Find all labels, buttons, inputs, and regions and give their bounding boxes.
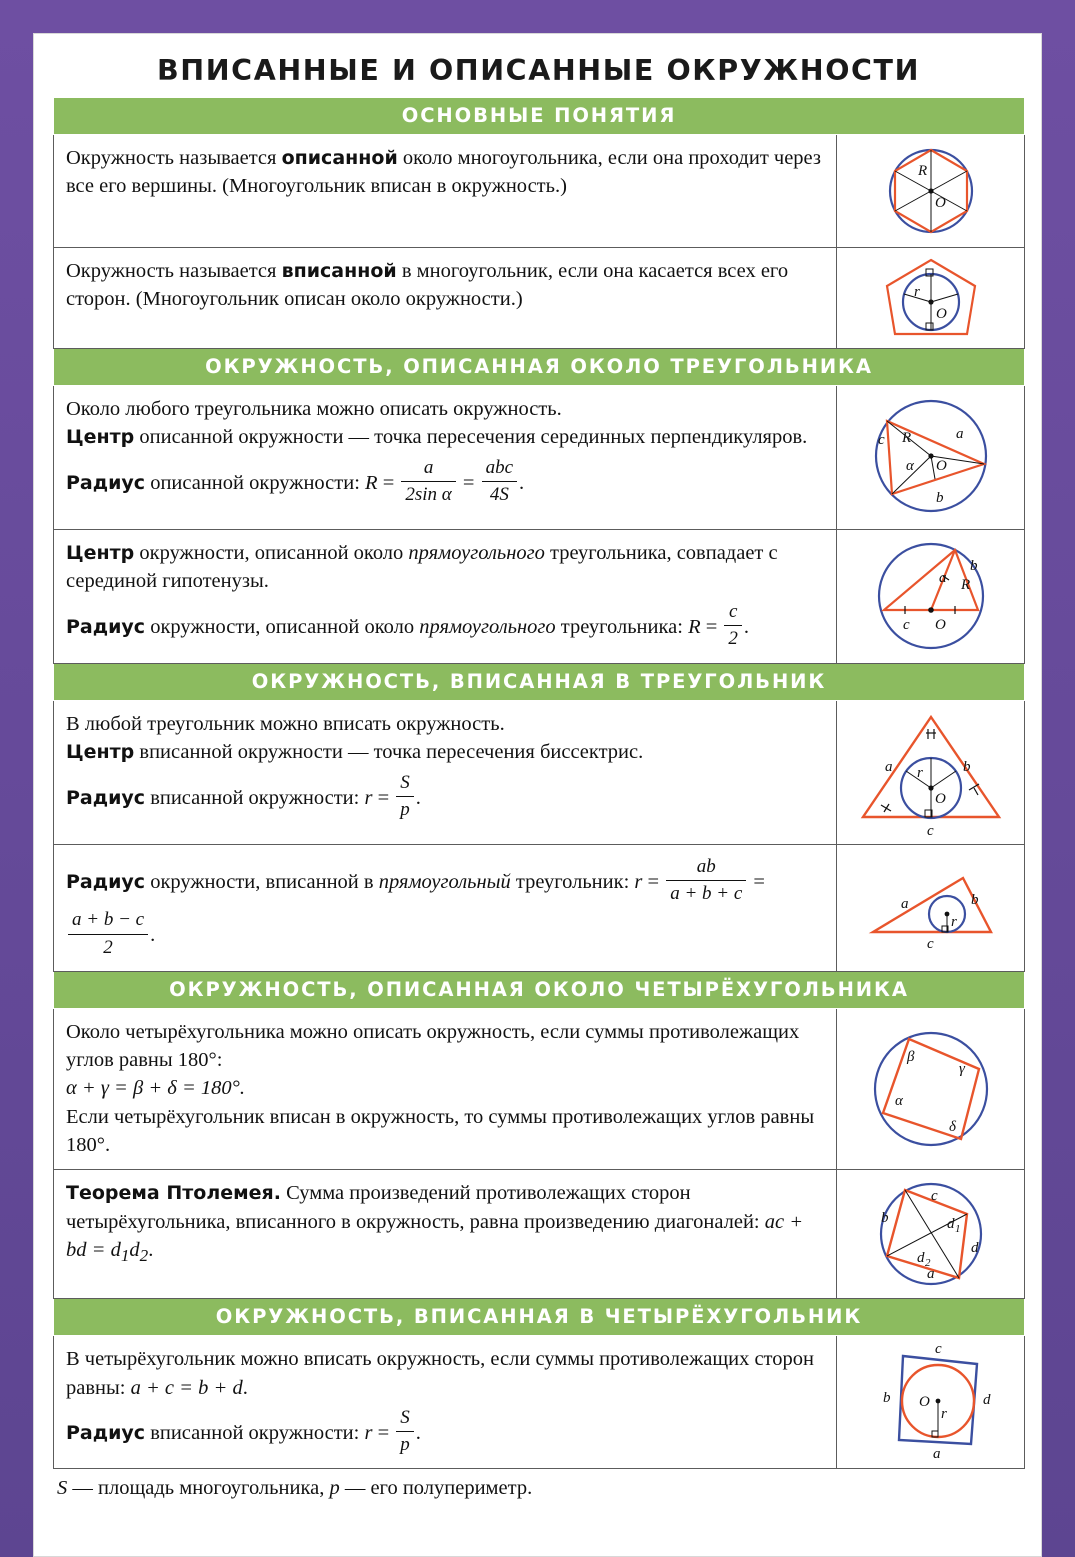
row8-line1: [66, 1179, 824, 1267]
row5-fraction: [396, 770, 414, 823]
row3-frac2-num: abc: [485, 456, 514, 478]
figure-circumcircle-triangle-svg: [843, 390, 1019, 525]
row5-eq-equals: =: [377, 786, 390, 809]
table-row: [54, 1008, 1025, 1169]
row6-eq-equals-1: =: [647, 870, 660, 893]
row5-line3-text: вписанной окружности:: [145, 786, 365, 809]
row4-frac-den: 2: [724, 625, 742, 652]
row6-eq-period: .: [150, 924, 156, 947]
row4-eq-R: R: [688, 615, 701, 638]
row5-eq-r: r: [364, 786, 373, 809]
row3-keyword-radius: Радиус: [66, 471, 146, 494]
row1-text-part2: около многоугольника, если она проходит через все его вершины. (Многоугольник вписан в окружность.): [66, 147, 822, 198]
row8-eq-sub2: 2: [139, 1245, 149, 1265]
row3-fraction-2: [482, 455, 517, 508]
row3-line2: [66, 423, 824, 451]
figure-circumscribed-polygon-svg: [846, 139, 1016, 243]
section-header-circumcircle-triangle: [54, 349, 1025, 386]
section-header-label: ОКРУЖНОСТЬ, ОПИСАННАЯ ОКОЛО ТРЕУГОЛЬНИКА: [54, 349, 1025, 386]
figure-cyclic-quadrilateral: [837, 1008, 1025, 1169]
figure2-label-r: r: [913, 284, 920, 300]
row6-italic-1: прямоугольный: [378, 870, 511, 893]
row3-line1: Около любого треугольника можно описать окружность.: [66, 398, 562, 420]
section-header-circumcircle-quadrilateral: [54, 971, 1025, 1008]
row6-line1: [66, 854, 824, 961]
figure-incircle-quadrilateral: [837, 1336, 1025, 1469]
figure-incircle-triangle-svg: [843, 705, 1019, 840]
figure3-label-a: a: [955, 426, 963, 442]
row4-text: [54, 530, 837, 664]
row8-eq-sub1: 1: [120, 1245, 130, 1265]
table-row: [54, 530, 1025, 664]
row3-frac1-num: a: [423, 456, 434, 478]
footer-note: [53, 1477, 1024, 1500]
figure-incircle-triangle: [837, 701, 1025, 845]
row9-eq1: a + c = b + d: [130, 1376, 243, 1399]
figure7-label-gamma: γ: [958, 1061, 965, 1078]
table-row: [54, 248, 1025, 349]
row6-frac1-den: a + b + c: [666, 880, 746, 907]
row8-line1-text: Сумма произведений противолежащих сторон четырёхугольника, вписанного в окружность, равна произведению диагоналей:: [66, 1182, 765, 1233]
row4-line2-text: треугольника, совпадает с серединой гипотенузы.: [66, 542, 778, 593]
figure4-label-a: a: [938, 570, 946, 586]
section-header-label: ОКРУЖНОСТЬ, ВПИСАННАЯ В ЧЕТЫРЁХУГОЛЬНИК: [54, 1299, 1025, 1336]
figure9-label-O: O: [918, 1394, 930, 1411]
row3-keyword-center: Центр: [66, 426, 135, 449]
row9-line2-text: вписанной окружности:: [145, 1421, 365, 1444]
row6-fraction-1: [666, 854, 746, 907]
row6-keyword-radius: Радиус: [66, 870, 146, 893]
figure4-label-O: O: [934, 617, 946, 633]
footer-symbol-S: S: [57, 1477, 68, 1500]
figure7-label-alpha: α: [894, 1093, 903, 1110]
figure9-label-d: d: [982, 1392, 990, 1409]
row3-fraction-1: [401, 455, 455, 508]
row3-line3: [66, 455, 824, 508]
figure8-label-b: b: [880, 1210, 888, 1227]
row5-keyword-radius: Радиус: [66, 786, 146, 809]
section-header-label: ОСНОВНЫЕ ПОНЯТИЯ: [54, 98, 1025, 135]
figure-inscribed-circle-polygon-svg: [846, 252, 1016, 344]
figure8-label-d1-sub: 1: [954, 1223, 960, 1236]
figure-right-triangle-circumcircle: [837, 530, 1025, 664]
table-row: [54, 135, 1025, 248]
figure9-label-a: a: [932, 1446, 940, 1461]
row9-fraction: [396, 1405, 414, 1458]
reference-table: [53, 97, 1025, 1469]
footer-text-1: — площадь многоугольника,: [67, 1477, 330, 1500]
row5-line3: [66, 770, 824, 823]
row3-eq-equals-2: =: [462, 471, 475, 494]
figure6-label-a: a: [900, 895, 908, 912]
row4-line2: [66, 599, 824, 652]
figure2-label-O: O: [935, 306, 947, 322]
row8-eq-part1: ac + bd = d: [66, 1210, 804, 1261]
figure8-label-c: c: [930, 1188, 938, 1205]
figure6-label-c: c: [926, 935, 934, 952]
row6-frac2-den: 2: [68, 934, 148, 961]
row9-keyword-radius: Радиус: [66, 1421, 146, 1444]
row9-eq1-period: .: [242, 1376, 248, 1399]
row3-text: [54, 386, 837, 530]
figure9-label-c: c: [934, 1344, 942, 1358]
row9-frac-den: p: [396, 1431, 414, 1458]
figure3-label-c: c: [877, 432, 885, 448]
row6-text: [54, 845, 837, 972]
footer-text-2: — его полупериметр.: [339, 1477, 533, 1500]
figure6-label-r: r: [950, 913, 957, 930]
figure7-label-delta: δ: [948, 1119, 956, 1136]
row4-eq-period: .: [743, 615, 750, 638]
row5-line2-text: вписанной окружности — точка пересечения биссектрис.: [134, 741, 644, 764]
row4-italic-1: прямоугольного: [408, 542, 545, 564]
figure5-label-c: c: [926, 823, 934, 839]
row9-eq-equals: =: [377, 1421, 390, 1444]
row6-frac2-num: a + b − c: [72, 909, 145, 931]
row5-eq-period: .: [415, 786, 421, 809]
row4-line1-text: окружности, описанной около: [134, 542, 409, 564]
figure1-label-R: R: [917, 163, 927, 179]
table-row: [54, 386, 1025, 530]
figure9-label-b: b: [882, 1390, 890, 1407]
row6-frac1-num: ab: [696, 856, 716, 877]
figure-right-triangle-circumcircle-svg: [843, 534, 1019, 659]
figure3-label-alpha: α: [905, 458, 914, 474]
row2-text-part2: в многоугольник, если она касается всех его сторон. (Многоугольник описан около окружности.): [66, 260, 789, 311]
row6-fraction-2: [68, 907, 148, 960]
row5-frac-den: p: [396, 796, 414, 823]
row8-eq-mid: d: [129, 1238, 140, 1261]
table-row: [54, 1170, 1025, 1299]
footer-symbol-p: p: [329, 1477, 340, 1500]
table-row: [54, 701, 1025, 845]
row4-line1: [66, 539, 824, 596]
row9-text: [54, 1336, 837, 1469]
page-title: ВПИСАННЫЕ И ОПИСАННЫЕ ОКРУЖНОСТИ: [156, 54, 921, 87]
figure-circumscribed-polygon: [837, 135, 1025, 248]
row3-line3-text: описанной окружности:: [145, 471, 366, 494]
row6-line1-text: окружности, вписанной в: [145, 870, 379, 893]
row6-eq-r: r: [634, 870, 643, 893]
row4-fraction: [724, 599, 742, 652]
row3-frac2-den: 4S: [482, 481, 517, 508]
row1-keyword: описанной: [281, 147, 398, 169]
figure-incircle-right-triangle-svg: [843, 864, 1019, 952]
figure-inscribed-circle-polygon: [837, 248, 1025, 349]
row4-eq-equals: =: [705, 615, 718, 638]
row3-frac1-den: 2sin α: [401, 481, 455, 508]
row1-text-part1: Окружность называется: [66, 147, 282, 169]
figure3-label-b: b: [935, 490, 943, 506]
row3-eq-period: .: [519, 471, 525, 494]
row4-frac-num: c: [728, 600, 738, 622]
section-header-incircle-quadrilateral: [54, 1299, 1025, 1336]
figure8-label-d: d: [970, 1240, 978, 1257]
row9-eq-r: r: [364, 1421, 373, 1444]
figure3-label-R: R: [901, 430, 911, 446]
figure-ptolemy: [837, 1170, 1025, 1299]
figure4-label-c: c: [902, 617, 910, 633]
row9-frac-num: S: [400, 1406, 410, 1428]
figure5-label-b: b: [962, 759, 970, 775]
figure8-label-d2: d: [916, 1250, 924, 1267]
figure4-label-b: b: [969, 558, 977, 574]
figure-circumcircle-triangle: [837, 386, 1025, 530]
figure-cyclic-quadrilateral-svg: [843, 1019, 1019, 1159]
figure9-label-r: r: [940, 1406, 947, 1423]
row6-eq-equals-2: =: [753, 870, 765, 893]
figure5-label-a: a: [884, 759, 892, 775]
table-row: [54, 845, 1025, 972]
row3-line2-text: описанной окружности — точка пересечения серединных перпендикуляров.: [134, 426, 808, 449]
row4-keyword-radius: Радиус: [66, 615, 146, 638]
row5-frac-num: S: [400, 771, 410, 793]
row4-line3-text: окружности, описанной около: [145, 615, 420, 638]
row3-eq-equals-1: =: [382, 471, 395, 494]
figure7-label-beta: β: [906, 1049, 914, 1066]
reference-card: [33, 33, 1042, 1557]
figure5-label-r: r: [916, 765, 923, 781]
row6-line2-text: треугольник:: [510, 870, 635, 893]
row5-line1: В любой треугольник можно вписать окружность.: [66, 713, 505, 735]
row9-line1-text: В четырёхугольник можно вписать окружность, если суммы противолежащих сторон равны:: [66, 1348, 814, 1399]
figure5-label-O: O: [934, 791, 946, 807]
row5-line2: [66, 738, 824, 766]
row2-keyword: вписанной: [281, 260, 397, 282]
row9-line1: [66, 1345, 824, 1402]
row4-italic-2: прямоугольного: [419, 615, 556, 638]
section-header-basic-concepts: [54, 98, 1025, 135]
row3-eq-R: R: [365, 471, 378, 494]
figure6-label-b: b: [970, 891, 978, 908]
row4-line4-text: треугольника:: [555, 615, 689, 638]
row7-line3: Если четырёхугольник вписан в окружность, то суммы противолежащих углов равны 180°.: [66, 1105, 815, 1156]
figure-incircle-quadrilateral-svg: [843, 1344, 1019, 1460]
row9-eq-period: .: [415, 1421, 421, 1444]
row9-line2: [66, 1405, 824, 1458]
figure8-label-a: a: [926, 1266, 934, 1283]
figure-ptolemy-svg: [843, 1174, 1019, 1294]
section-header-label: ОКРУЖНОСТЬ, ОПИСАННАЯ ОКОЛО ЧЕТЫРЁХУГОЛЬНИКА: [54, 971, 1025, 1008]
figure-incircle-right-triangle: [837, 845, 1025, 972]
row5-text: [54, 701, 837, 845]
table-row: [54, 1336, 1025, 1469]
row7-line2: α + γ = β + δ = 180°.: [66, 1077, 245, 1100]
row7-line1: Около четырёхугольника можно описать окружность, если суммы противолежащих углов равны 180°:: [66, 1020, 800, 1072]
card-content: [53, 48, 1024, 1544]
figure4-label-R: R: [960, 577, 970, 593]
section-header-incircle-triangle: [54, 664, 1025, 701]
row5-keyword-center: Центр: [66, 741, 135, 764]
row7-text: [54, 1008, 837, 1169]
row2-text: [54, 248, 837, 349]
section-header-label: ОКРУЖНОСТЬ, ВПИСАННАЯ В ТРЕУГОЛЬНИК: [54, 664, 1025, 701]
figure8-label-d1: d: [946, 1216, 954, 1233]
row8-eq-period: .: [148, 1238, 154, 1261]
row8-text: [54, 1170, 837, 1299]
figure1-label-O: O: [934, 195, 946, 211]
row2-text-part1: Окружность называется: [66, 260, 282, 282]
figure3-label-O: O: [935, 458, 947, 474]
row4-keyword-center: Центр: [66, 542, 135, 564]
row8-keyword-theorem: Теорема Птолемея.: [66, 1182, 281, 1205]
row1-text: [54, 135, 837, 248]
figure8-label-d2-sub: 2: [924, 1257, 930, 1270]
